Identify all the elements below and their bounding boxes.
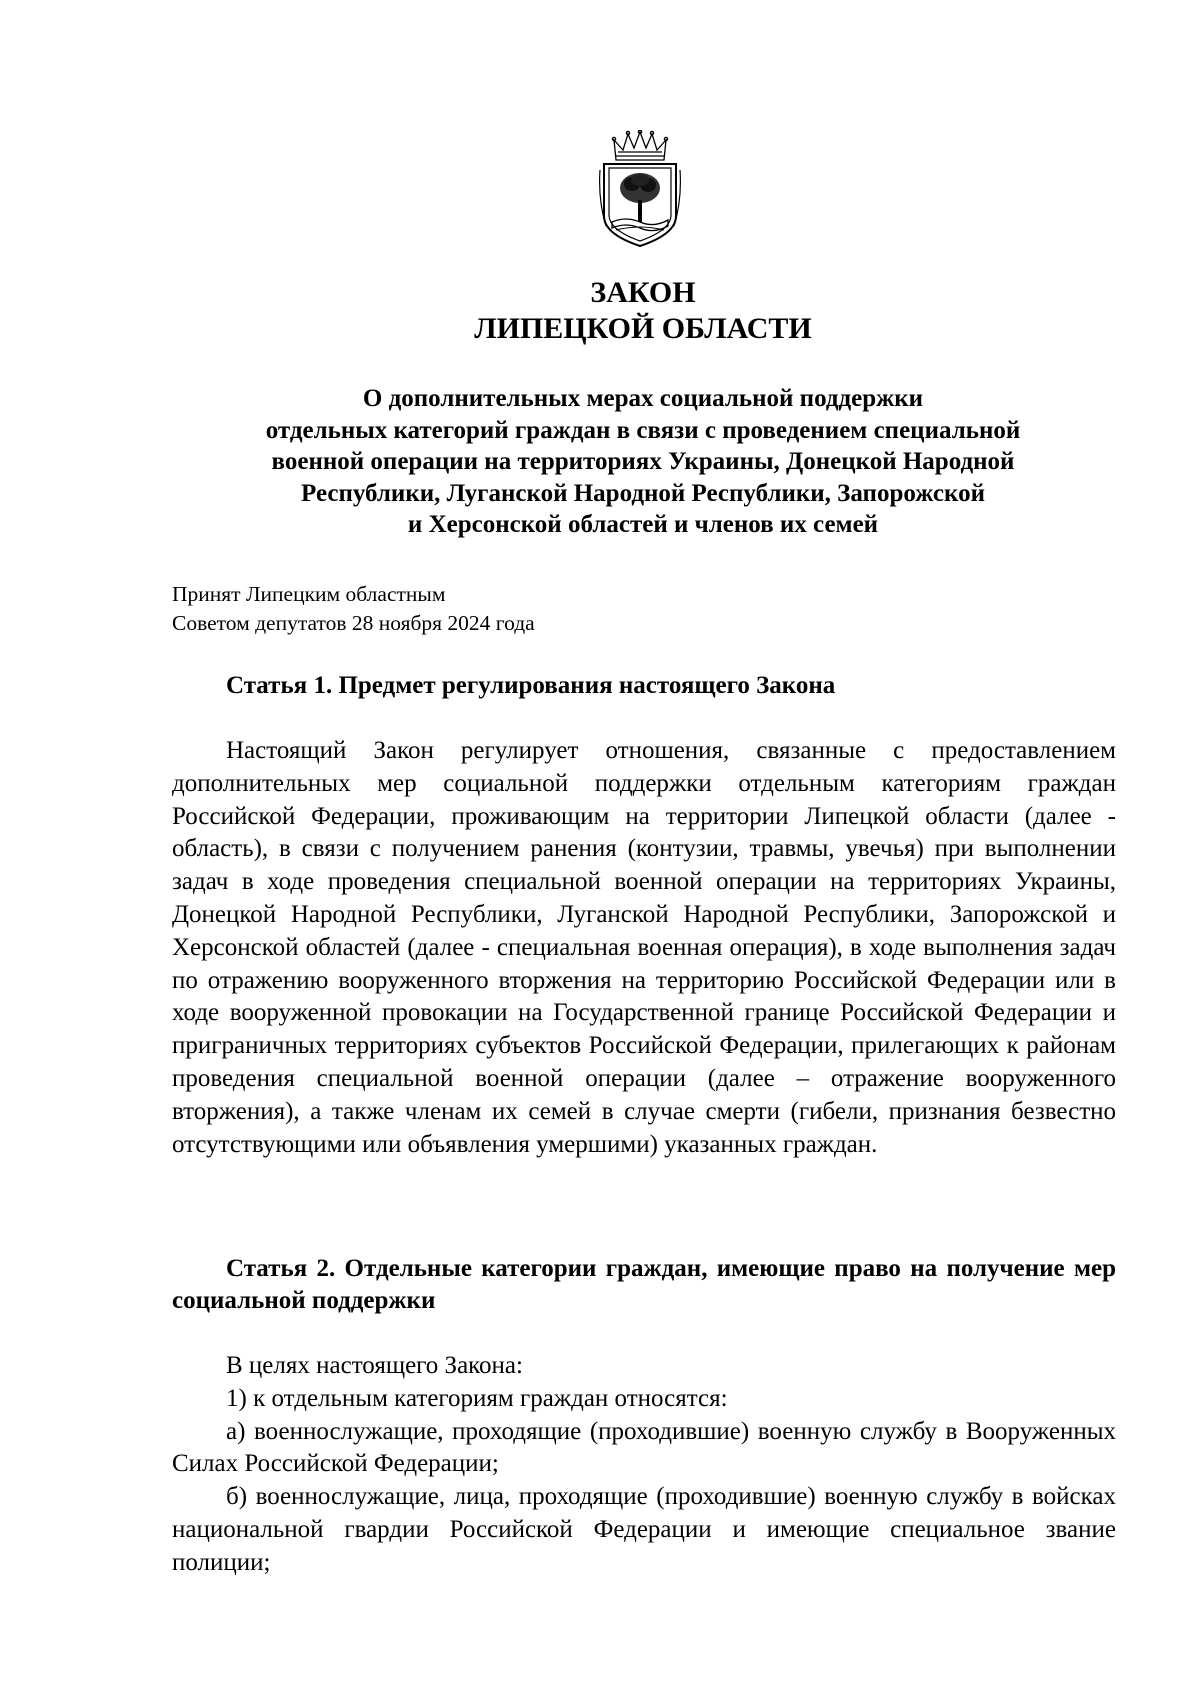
adoption-line: Советом депутатов 28 ноября 2024 года <box>172 611 535 635</box>
article-2-heading: Статья 2. Отдельные категории граждан, имеющие право на получение мер социальной поддержки <box>172 1255 1116 1314</box>
law-subject <box>170 383 1116 541</box>
law-title <box>170 275 1116 347</box>
article-2-text <box>172 1350 1116 1580</box>
law-title-line: ЗАКОН <box>590 276 696 309</box>
coat-of-arms-icon <box>596 130 684 250</box>
subject-line: Республики, Луганской Народной Республики, Запорожской <box>301 479 985 507</box>
article-2-paragraph: б) военнослужащие, лица, проходящие (проходившие) военную службу в войсках национальной гвардии Российской Федерации и имеющие специальное звание полиции; <box>172 1483 1116 1576</box>
article-1-text: Настоящий Закон регулирует отношения, связанные с предоставлением дополнительных мер социальной поддержки отдельным категориям граждан Российской Федерации, проживающим на территории Липецкой области (далее - область), в связи с получением ранения (контузии, травмы, увечья) при выполнении задач в ходе проведения специальной военной операции на территориях Украины, Донецкой Народной Республики, Луганской Народной Республики, Запорожской и Херсонской областей (далее - специальная военная операция), в ходе выполнения задач по отражению вооруженного вторжения на территорию Российской Федерации или в ходе вооруженной провокации на Государственной границе Российской Федерации и приграничных территориях субъектов Российской Федерации, прилегающих к районам проведения специальной военной операции (далее – отражение вооруженного вторжения), а также членам их семей в случае смерти (гибели, признания безвестно отсутствующими или объявления умершими) указанных граждан. <box>172 737 1116 1158</box>
subject-line: О дополнительных мерах социальной поддержки <box>362 385 924 412</box>
article-2-paragraph: 1) к отдельным категориям граждан относятся: <box>226 1384 728 1412</box>
adoption-line: Принят Липецким областным <box>172 582 446 606</box>
subject-line: отдельных категорий граждан в связи с проведением специальной <box>265 416 1021 444</box>
article-1-heading: Статья 1. Предмет регулирования настоящего Закона <box>226 672 836 699</box>
subject-line: военной операции на территориях Украины, Донецкой Народной <box>271 448 1015 475</box>
article-2-paragraph: а) военнослужащие, проходящие (проходившие) военную службу в Вооруженных Силах Российской Федерации; <box>172 1417 1116 1478</box>
adoption-note <box>172 580 535 638</box>
subject-line: и Херсонской областей и членов их семей <box>407 511 879 538</box>
article-2-paragraph: В целях настоящего Закона: <box>226 1352 523 1379</box>
law-region-line: ЛИПЕЦКОЙ ОБЛАСТИ <box>474 312 812 345</box>
